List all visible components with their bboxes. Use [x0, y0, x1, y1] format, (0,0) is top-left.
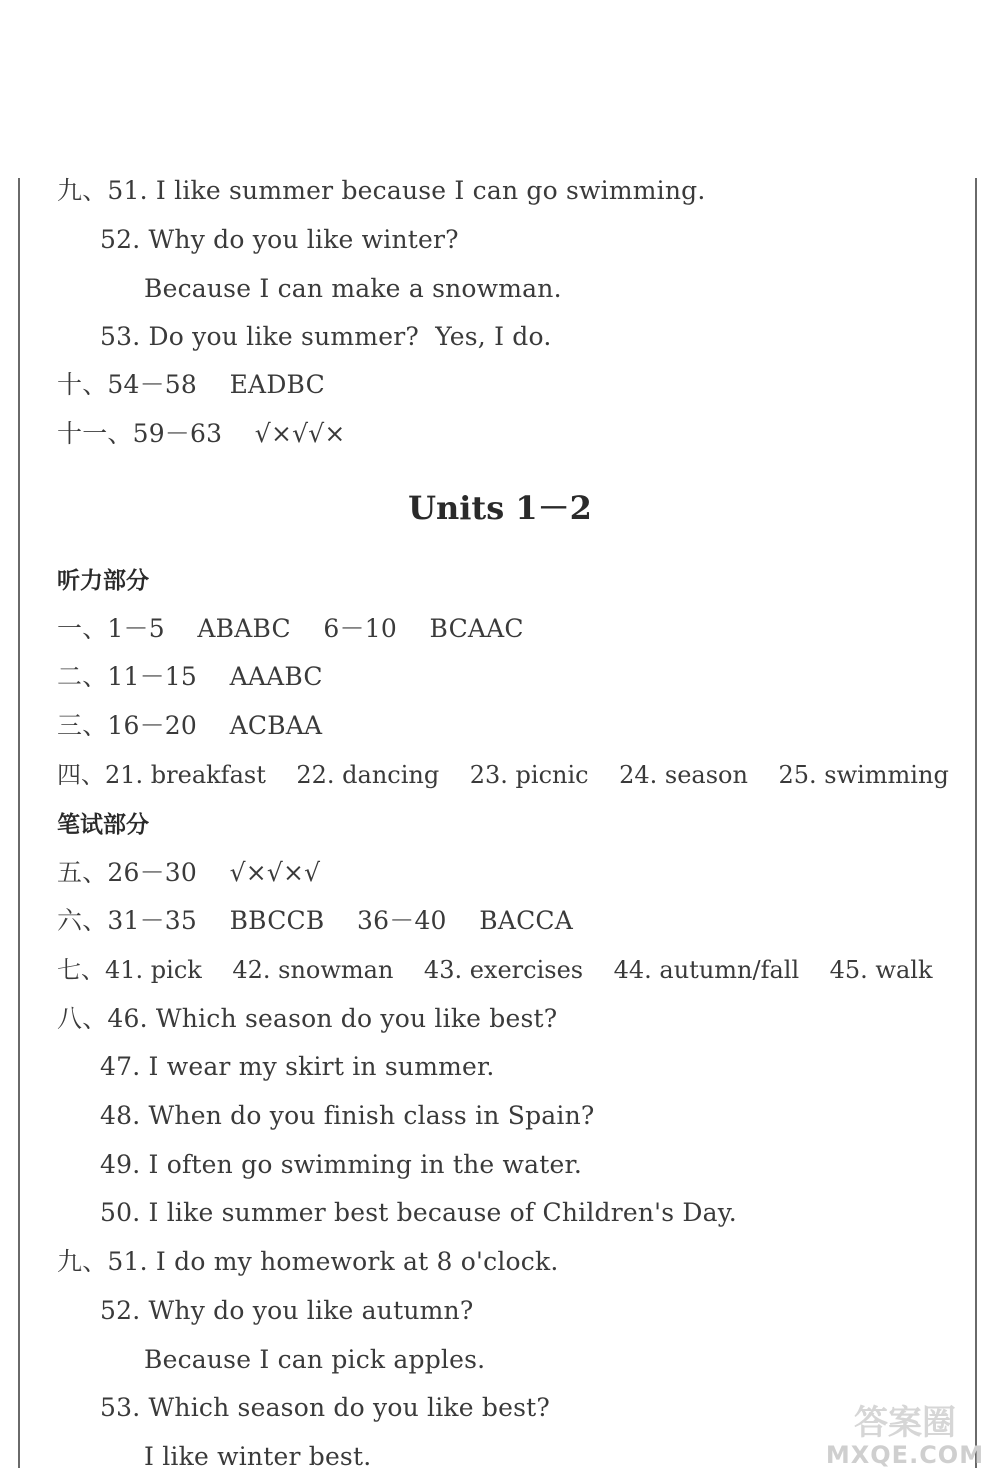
answer-line: 一、1－5 ABABC 6－10 BCAAC — [57, 614, 524, 643]
answer-line: 53. Which season do you like best? — [100, 1393, 550, 1422]
answer-line: 52. Why do you like autumn? — [100, 1296, 474, 1325]
answer-line: 47. I wear my skirt in summer. — [100, 1052, 495, 1081]
answer-line: 六、31－35 BBCCB 36－40 BACCA — [57, 906, 573, 935]
answer-line: 五、26－30 √×√×√ — [57, 858, 321, 887]
answer-line: 49. I often go swimming in the water. — [100, 1150, 583, 1179]
answer-line: 二、11－15 AAABC — [57, 662, 323, 691]
page-border-left — [18, 178, 20, 1468]
answer-line: 48. When do you finish class in Spain? — [100, 1101, 595, 1130]
answer-line: 52. Why do you like winter? — [100, 225, 459, 254]
watermark — [820, 1395, 990, 1471]
answer-line: 九、51. I like summer because I can go swimming. — [57, 176, 706, 205]
section-header-listening: 听力部分 — [57, 568, 149, 594]
answer-line: 十、54－58 EADBC — [57, 370, 325, 399]
section-header-writing: 笔试部分 — [57, 812, 149, 838]
watermark-url: MXQE.COM — [825, 1441, 985, 1469]
page-border-right — [975, 178, 977, 1468]
answer-line: 九、51. I do my homework at 8 o'clock. — [57, 1247, 559, 1276]
answer-line: 七、41. pick 42. snowman 43. exercises 44. autumn/fall 45. walk — [57, 956, 933, 984]
answer-line: 50. I like summer best because of Children's Day. — [100, 1198, 737, 1227]
answer-line: Because I can pick apples. — [144, 1345, 486, 1374]
answer-line: 八、46. Which season do you like best? — [57, 1004, 558, 1033]
answer-line: I like winter best. — [144, 1442, 372, 1471]
watermark-logo: 答案圈 — [854, 1403, 956, 1443]
unit-title: Units 1－2 — [408, 489, 592, 527]
answer-line: 三、16－20 ACBAA — [57, 711, 323, 740]
answer-line: Because I can make a snowman. — [144, 274, 562, 303]
answer-line: 四、21. breakfast 22. dancing 23. picnic 24. season 25. swimming — [57, 761, 949, 789]
answer-line: 53. Do you like summer? Yes, I do. — [100, 322, 552, 351]
answer-line: 十一、59－63 √×√√× — [57, 419, 346, 448]
